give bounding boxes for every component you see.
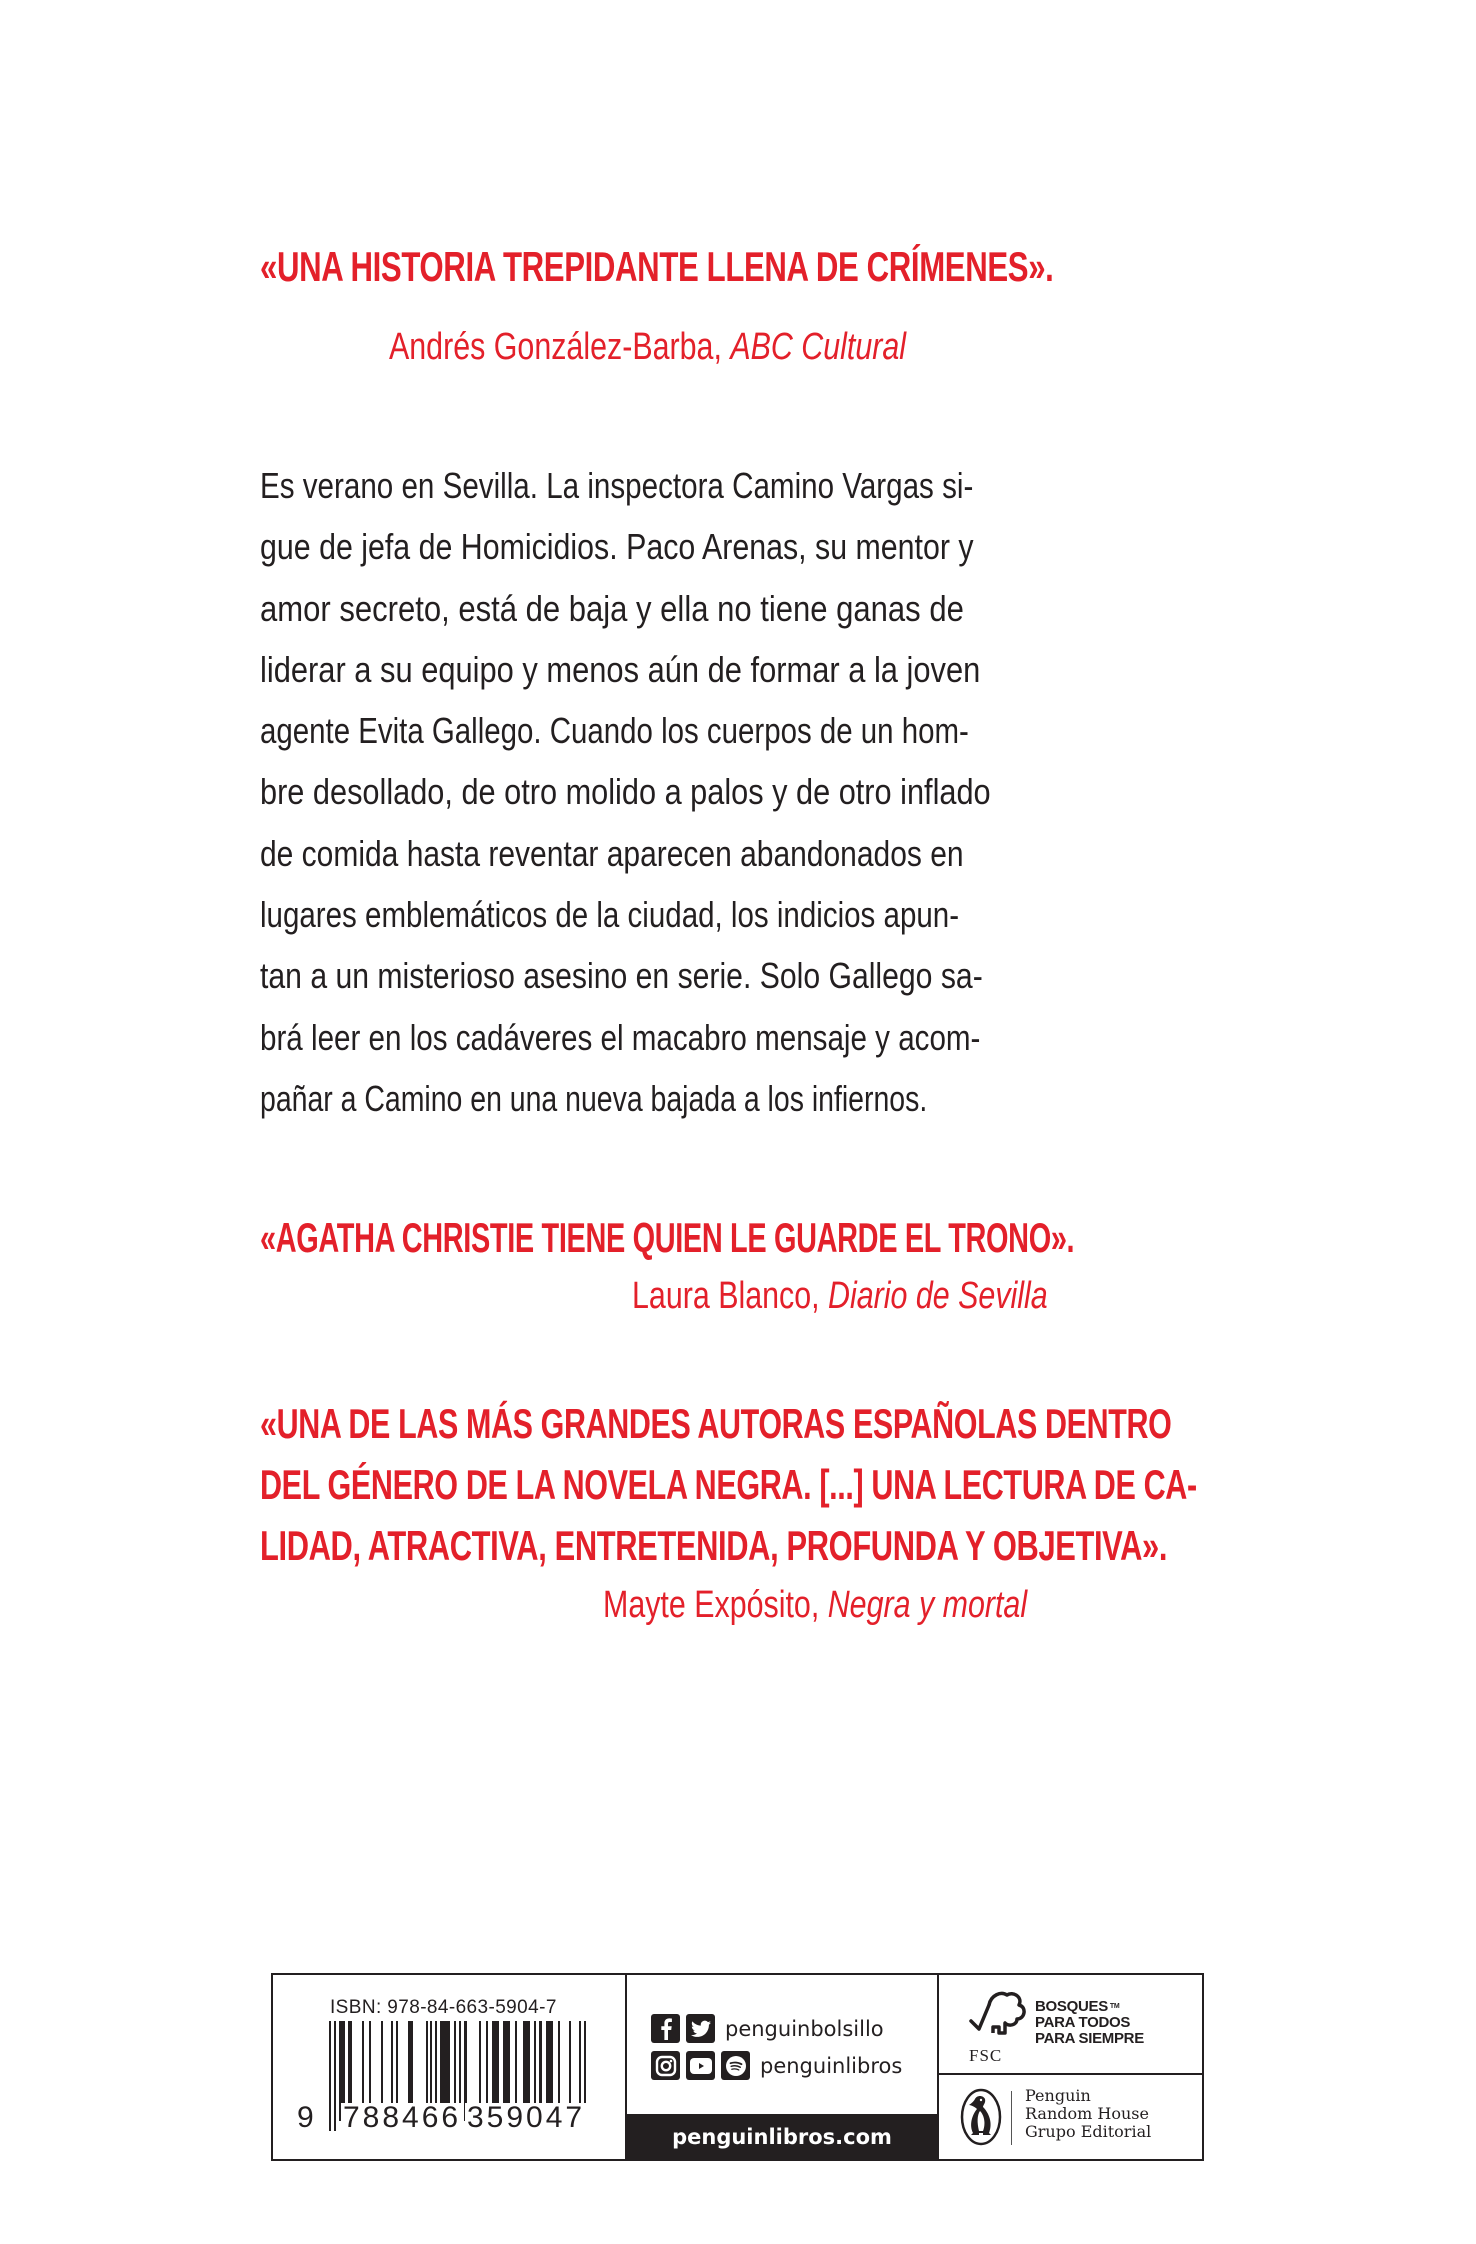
social-handle-bolsillo[interactable]: penguinbolsillo <box>725 2016 884 2041</box>
barcode-digit-group-2: 359047 <box>467 2101 586 2134</box>
spotify-icon[interactable] <box>721 2051 750 2080</box>
synopsis-line: liderar a su equipo y menos aún de formar a la joven <box>260 648 981 690</box>
fsc-slogan <box>1035 1999 1144 2047</box>
pull-quote-line: DEL GÉNERO DE LA NOVELA NEGRA. [...] UNA LECTURA DE CA- <box>260 1461 1197 1508</box>
barcode-section <box>273 1975 627 2159</box>
pull-quote-2 <box>260 1207 1222 1268</box>
pull-quote-line: LIDAD, ATRACTIVA, ENTRETENIDA, PROFUNDA Y OBJETIVA». <box>260 1522 1168 1569</box>
instagram-icon[interactable] <box>651 2051 680 2080</box>
quote-author: Laura Blanco, <box>632 1275 829 1317</box>
pull-quote-line: «UNA DE LAS MÁS GRANDES AUTORAS ESPAÑOLAS DENTRO <box>260 1400 1172 1447</box>
synopsis-line: brá leer en los cadáveres el macabro mensaje y acom- <box>260 1016 981 1058</box>
synopsis-line: Es verano en Sevilla. La inspectora Camino Vargas si- <box>260 465 974 506</box>
quote-2-attribution <box>632 1273 1048 1319</box>
synopsis-line: amor secreto, está de baja y ella no tiene ganas de <box>260 587 964 629</box>
pull-quote-line: «UNA HISTORIA TREPIDANTE LLENA DE CRÍMENES». <box>260 243 1054 290</box>
synopsis-line: pañar a Camino en una nueva bajada a los infiernos. <box>260 1077 928 1119</box>
trademark-mark: TM <box>1109 2003 1120 2010</box>
facebook-icon[interactable] <box>651 2014 680 2043</box>
back-cover-info-panel <box>271 1973 1204 2161</box>
quote-source: Negra y mortal <box>827 1584 1028 1626</box>
synopsis-line: tan a un misterioso asesino en serie. Solo Gallego sa- <box>260 955 983 997</box>
barcode-lead-digit: 9 <box>297 2101 317 2134</box>
publisher-line: Penguin <box>1025 2086 1091 2105</box>
synopsis-paragraph <box>260 455 1222 1129</box>
pull-quote-line: «AGATHA CHRISTIE TIENE QUIEN LE GUARDE EL TRONO». <box>260 1214 1075 1261</box>
synopsis-line: agente Evita Gallego. Cuando los cuerpos de un hom- <box>260 710 969 752</box>
publisher-logo <box>939 2073 1202 2159</box>
barcode-digits <box>273 2103 627 2135</box>
synopsis-line: gue de jefa de Homicidios. Paco Arenas, su mentor y <box>260 526 974 568</box>
logos-section <box>939 1975 1202 2159</box>
twitter-icon[interactable] <box>686 2014 715 2043</box>
fsc-slogan-line: PARA SIEMPRE <box>1035 2030 1144 2047</box>
quote-author: Mayte Expósito, <box>603 1584 828 1626</box>
penguin-icon <box>959 2087 1003 2147</box>
quote-1-attribution <box>389 324 906 370</box>
social-section <box>627 1975 939 2159</box>
quote-3-attribution <box>603 1582 1027 1628</box>
pull-quote-3 <box>260 1393 1222 1576</box>
pull-quote-1 <box>260 236 1222 297</box>
publisher-divider <box>1011 2091 1012 2145</box>
synopsis-line: de comida hasta reventar aparecen abandonados en <box>260 832 964 874</box>
fsc-logo <box>939 1975 1202 2075</box>
barcode-digit-group-1: 788466 <box>343 2101 462 2134</box>
fsc-slogan-line: BOSQUES <box>1035 1998 1108 2015</box>
quote-source: Diario de Sevilla <box>828 1275 1048 1317</box>
publisher-line: Random House <box>1025 2104 1149 2123</box>
isbn-label: ISBN: 978-84-663-5904-7 <box>330 1997 557 2018</box>
quote-source: ABC Cultural <box>730 326 907 368</box>
quote-author: Andrés González-Barba, <box>389 326 731 368</box>
fsc-label: FSC <box>969 2046 1003 2065</box>
publisher-line: Grupo Editorial <box>1025 2122 1152 2141</box>
fsc-tree-icon <box>967 1989 1031 2041</box>
website-link[interactable]: penguinlibros.com <box>627 2114 937 2159</box>
synopsis-line: lugares emblemáticos de la ciudad, los indicios apun- <box>260 894 960 936</box>
social-row-bolsillo <box>651 2014 884 2043</box>
social-row-libros <box>651 2051 902 2080</box>
social-handle-libros[interactable]: penguinlibros <box>760 2053 903 2078</box>
fsc-slogan-line: PARA TODOS <box>1035 2014 1131 2031</box>
publisher-name <box>1025 2087 1151 2141</box>
youtube-icon[interactable] <box>686 2051 715 2080</box>
synopsis-line: bre desollado, de otro molido a palos y de otro inflado <box>260 771 991 813</box>
